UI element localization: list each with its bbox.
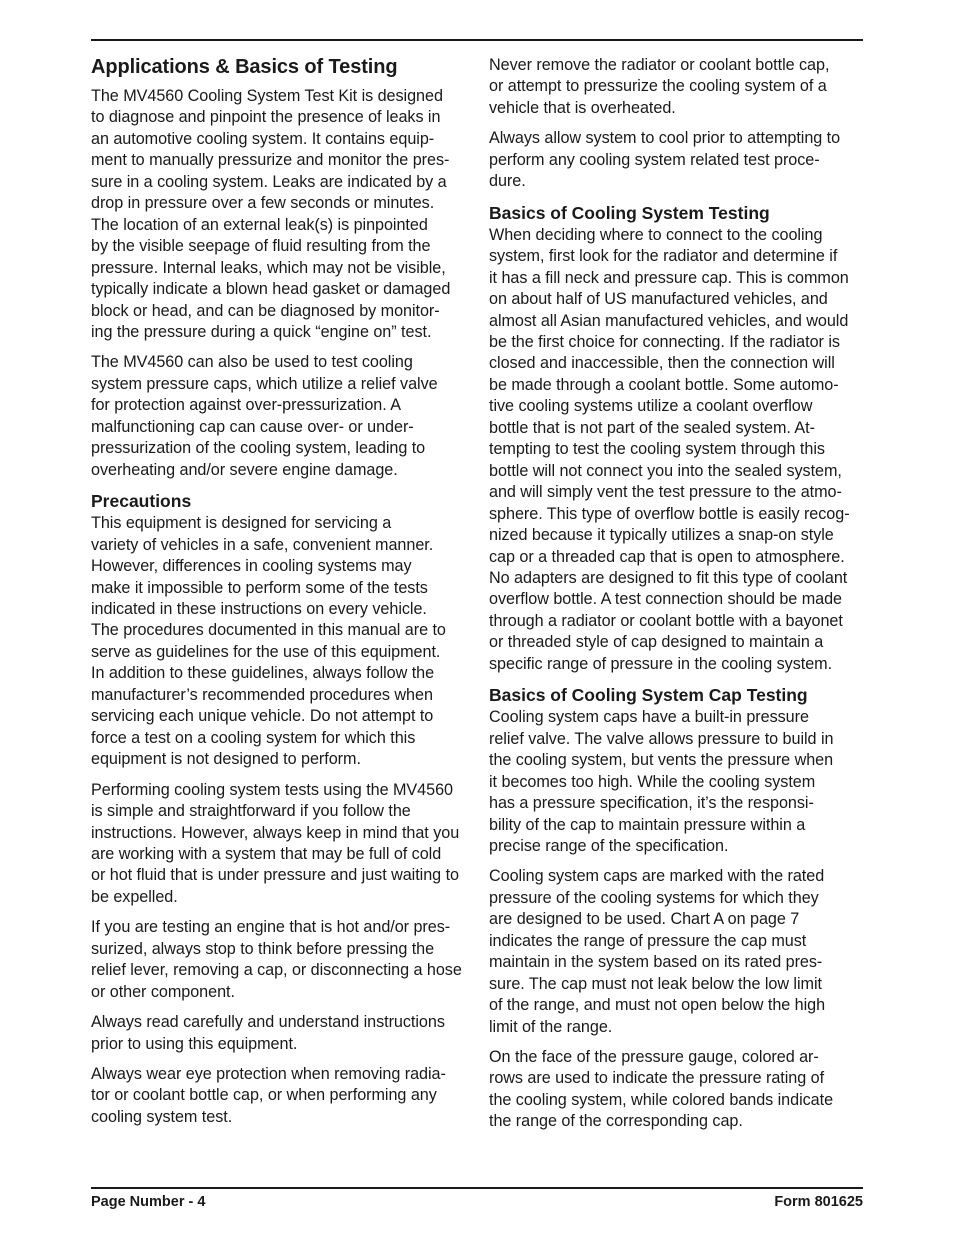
subheading-precautions: Precautions [91, 491, 192, 512]
paragraph: If you are testing an engine that is hot and/or pres- surized, always stop to think before pressing the relief lever, removing a cap, or disconnecting a hose or other component. [91, 918, 462, 1001]
top-rule [91, 39, 863, 41]
paragraph: Always wear eye protection when removing radia- tor or coolant bottle cap, or when performing any cooling system test. [91, 1065, 446, 1126]
paragraph: When deciding where to connect to the cooling system, first look for the radiator and determine if it has a fill neck and pressure cap. This is common on about half of US manufactured vehicles, and almost all Asian manufactured vehicles, and would be the first choice for connecting. If the radiator is closed and inaccessible, then the connection will be made through a coolant bottle. Some automo- tive cooling systems utilize a coolant overflow bottle that is not part of the sealed system. At- tempting to test the cooling system through this bottle will not connect you into the sealed system, and will simply vent the test pressure to the atmo- sphere. This type of overflow bottle is easily recog- nized because it typically utilizes a snap-on style cap or a threaded cap that is open to atmosphere. No adapters are designed to fit this type of coolant overflow bottle. A test connection should be made through a radiator or coolant bottle with a bayonet or threaded style of cap designed to maintain a specific range of pressure in the cooling system. [489, 225, 850, 673]
section-heading-applications: Applications & Basics of Testing [91, 56, 398, 78]
paragraph: On the face of the pressure gauge, colored ar- rows are used to indicate the pressure rating of the cooling system, while colored bands indicate the range of the corresponding cap. [489, 1048, 834, 1131]
paragraph: Never remove the radiator or coolant bottle cap, or attempt to pressurize the cooling system of a vehicle that is overheated. [489, 56, 830, 117]
paragraph: Always read carefully and understand instructions prior to using this equipment. [91, 1013, 445, 1053]
left-column [91, 55, 466, 1137]
paragraph: Cooling system caps are marked with the rated pressure of the cooling systems for which they are designed to be used. Chart A on page 7 indicates the range of pressure the cap must maintain in the system based on its rated pres- sure. The cap must not leak below the low limit of the range, and must not open below the high limit of the range. [489, 867, 826, 1036]
paragraph: Always allow system to cool prior to attempting to perform any cooling system related test proce- dure. [489, 129, 841, 191]
bottom-rule [91, 1187, 863, 1189]
page-number: Page Number - 4 [91, 1194, 206, 1210]
paragraph: This equipment is designed for servicing a variety of vehicles in a safe, convenient manner. However, differences in cooling systems may make it impossible to perform some of the tests indicated in these instructions on every vehicle. The procedures documented in this manual are to serve as guidelines for the use of this equipment. In addition to these guidelines, always follow the manufacturer’s recommended procedures when servicing each unique vehicle. Do not attempt to force a test on a cooling system for which this equipment is not designed to perform. [91, 514, 446, 769]
subheading-basics-testing: Basics of Cooling System Testing [489, 202, 770, 223]
right-column [489, 55, 864, 1142]
form-number: Form 801625 [774, 1194, 863, 1210]
subheading-cap-testing: Basics of Cooling System Cap Testing [489, 685, 808, 706]
paragraph: Cooling system caps have a built-in pressure relief valve. The valve allows pressure to build in the cooling system, but vents the pressure when it becomes too high. While the cooling system has a pressure specification, it’s the responsi- bility of the cap to maintain pressure within a precise range of the specification. [489, 708, 834, 855]
paragraph: The MV4560 Cooling System Test Kit is designed to diagnose and pinpoint the presence of leaks in an automotive cooling system. It contains equip- ment to manually pressurize and monitor the pres- sure in a cooling system. Leaks are indicated by a drop in pressure over a few seconds or minutes. The location of an external leak(s) is pinpointed by the visible seepage of fluid resulting from the pressure. Internal leaks, which may not be visible, typically indicate a blown head gasket or damaged block or head, and can be diagnosed by monitor- ing the pressure during a quick “engine on” test. [91, 87, 451, 341]
paragraph: The MV4560 can also be used to test cooling system pressure caps, which utilize a relief valve for protection against over-pressurization. A malfunctioning cap can cause over- or under- pressurization of the cooling system, leading to overheating and/or severe engine damage. [91, 353, 438, 479]
paragraph: Performing cooling system tests using the MV4560 is simple and straightforward if you follow the instructions. However, always keep in mind that you are working with a system that may be full of cold or hot fluid that is under pressure and just waiting to be expelled. [91, 780, 460, 906]
